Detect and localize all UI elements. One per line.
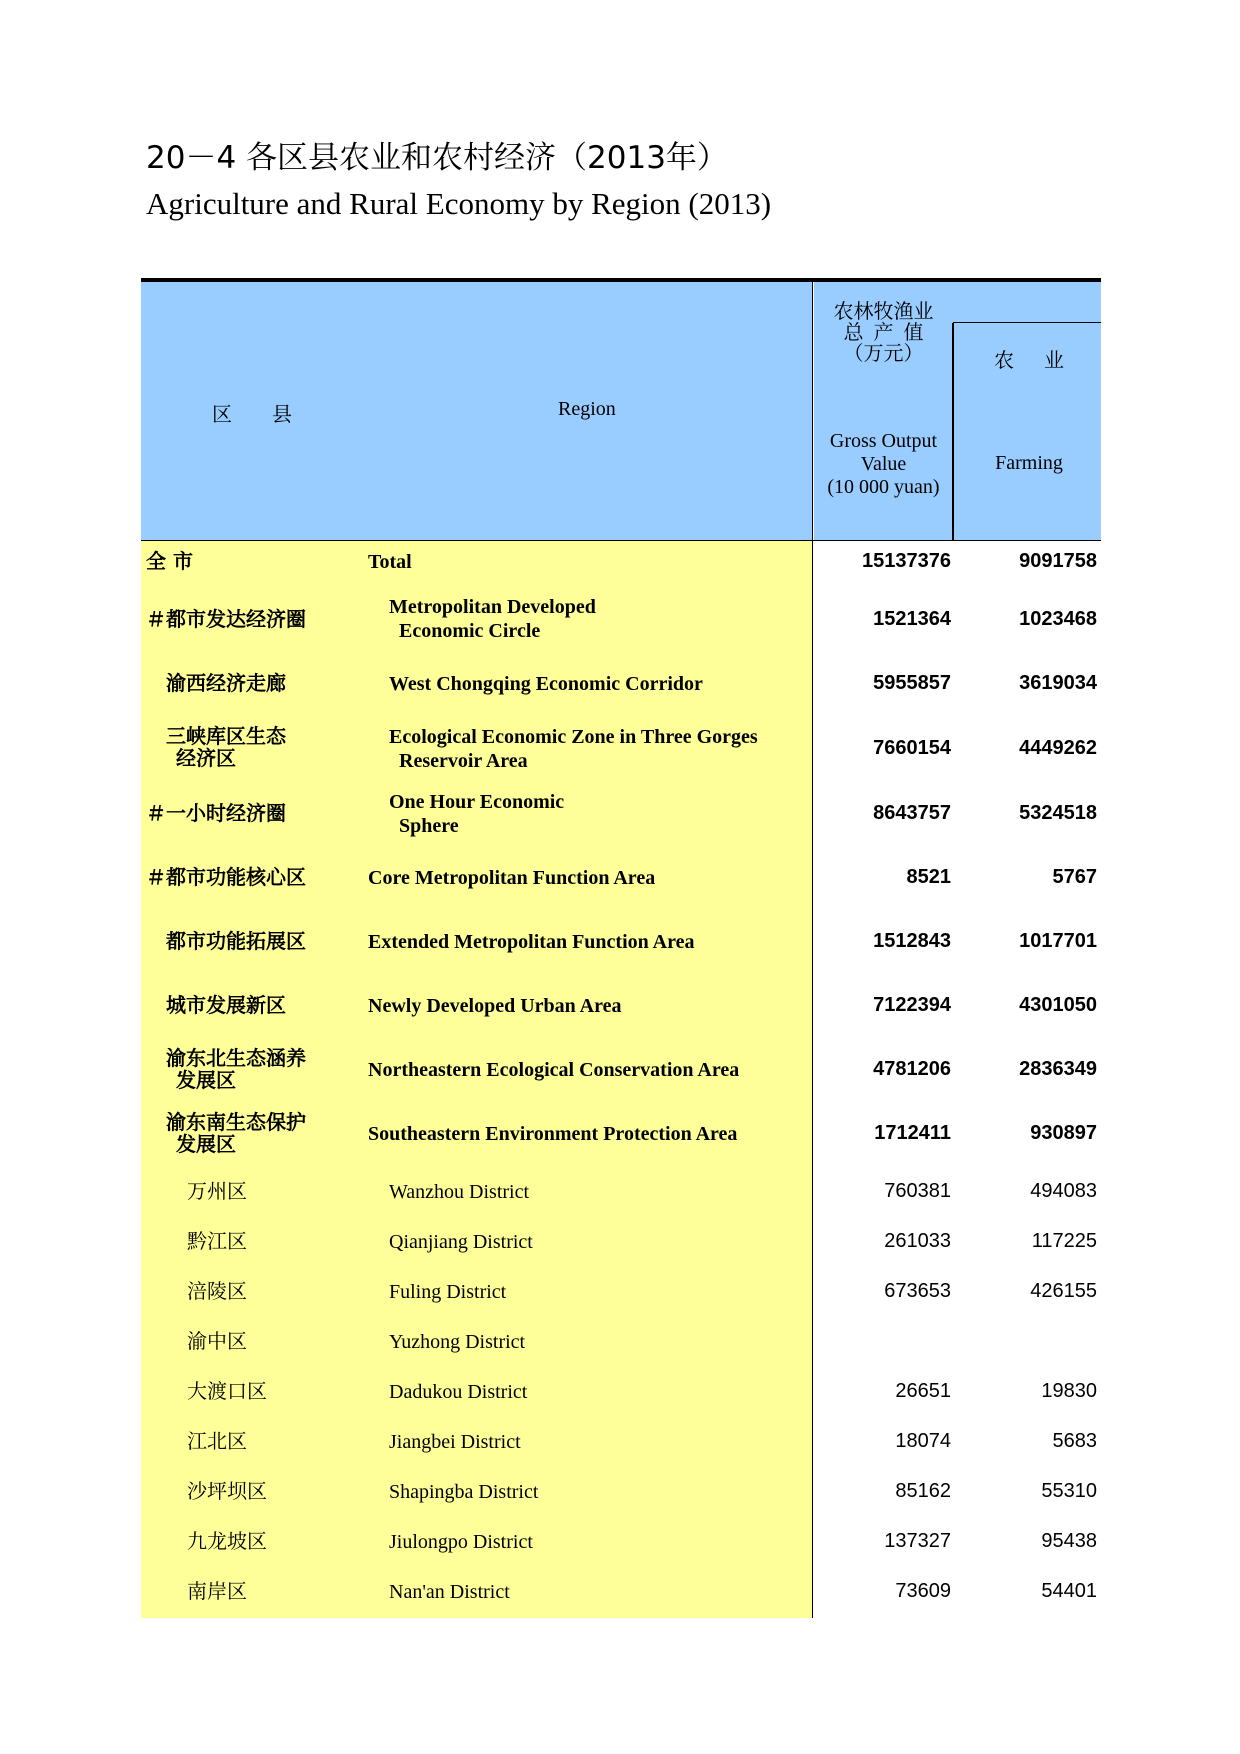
row-zh-line1: 三峡库区生态: [166, 724, 286, 748]
row-en: Dadukou District: [389, 1381, 528, 1403]
row-zh: 涪陵区: [187, 1279, 247, 1303]
row-farming: 95438: [1041, 1530, 1097, 1552]
row-gross: 1512843: [873, 930, 951, 952]
row-zh: ＃都市功能核心区: [146, 865, 306, 889]
row-en: Southeastern Environment Protection Area: [368, 1123, 738, 1145]
row-zh: 江北区: [187, 1429, 247, 1453]
row-farming: 5767: [1052, 866, 1097, 888]
row-en: Jiangbei District: [389, 1431, 521, 1453]
row-zh: ＃都市发达经济圈: [146, 607, 306, 631]
row-en: Core Metropolitan Function Area: [368, 867, 656, 889]
header-gross-output-en-line2: Value: [860, 453, 907, 475]
row-en: Extended Metropolitan Function Area: [368, 931, 695, 953]
row-farming: 117225: [1031, 1230, 1097, 1252]
row-en: Newly Developed Urban Area: [368, 995, 622, 1017]
row-farming: 494083: [1030, 1180, 1097, 1202]
row-gross: 1521364: [873, 608, 951, 630]
row-gross: 673653: [884, 1280, 951, 1302]
row-zh-line2: 发展区: [176, 1132, 236, 1156]
row-gross: 1712411: [874, 1122, 951, 1144]
row-zh: 渝中区: [187, 1329, 247, 1353]
row-zh: [166, 1111, 306, 1155]
divider-labels-values: [812, 282, 813, 1618]
row-gross: 7122394: [873, 994, 951, 1016]
row-en-line2: Sphere: [399, 815, 459, 837]
row-gross: 7660154: [873, 737, 951, 759]
header-farming-zh: 农业: [994, 350, 1094, 372]
row-gross: 5955857: [873, 672, 951, 694]
row-farming: 930897: [1030, 1122, 1097, 1144]
header-district-zh: 区县: [212, 404, 332, 426]
row-zh: 沙坪坝区: [187, 1479, 267, 1503]
row-en: Total: [368, 551, 412, 573]
header-gross-output-zh-line1: 农林牧渔业: [833, 301, 934, 323]
row-en: West Chongqing Economic Corridor: [389, 673, 703, 695]
row-farming: 4449262: [1019, 737, 1097, 759]
row-zh: 万州区: [187, 1179, 247, 1203]
page-title-chinese: 20－4 各区县农业和农村经济（2013年）: [146, 140, 728, 176]
row-en: Jiulongpo District: [389, 1531, 533, 1553]
row-zh: 渝西经济走廊: [166, 671, 286, 695]
row-zh: 九龙坡区: [187, 1529, 267, 1553]
row-en: [389, 725, 758, 773]
row-farming: 4301050: [1019, 994, 1097, 1016]
row-zh: 南岸区: [187, 1579, 247, 1603]
row-zh-line1: 渝东北生态涵养: [166, 1046, 306, 1070]
header-subrule: [953, 322, 1101, 323]
row-farming: 426155: [1030, 1280, 1097, 1302]
row-en-line2: Reservoir Area: [399, 750, 528, 772]
page-title-english: Agriculture and Rural Economy by Region (2013): [146, 186, 772, 221]
row-en-line2: Economic Circle: [399, 620, 541, 642]
row-zh-line2: 经济区: [176, 746, 236, 770]
row-gross: 8643757: [873, 802, 951, 824]
row-en: Nan'an District: [389, 1581, 510, 1603]
row-en: Yuzhong District: [389, 1331, 526, 1353]
row-farming: 19830: [1041, 1380, 1097, 1402]
row-en: Wanzhou District: [389, 1181, 530, 1203]
row-farming: 9091758: [1019, 550, 1097, 572]
row-gross: 85162: [895, 1480, 951, 1502]
row-gross: 18074: [895, 1430, 951, 1452]
row-en-line1: Metropolitan Developed: [389, 596, 596, 618]
row-zh: ＃一小时经济圈: [146, 801, 286, 825]
header-gross-output-zh-line2: 总 产 值: [843, 322, 924, 344]
row-gross: 8521: [906, 866, 951, 888]
header-region-en: Region: [558, 398, 616, 420]
row-zh-line2: 发展区: [176, 1068, 236, 1092]
row-gross: 15137376: [862, 550, 951, 572]
row-zh: 都市功能拓展区: [166, 929, 306, 953]
row-farming: 5324518: [1019, 802, 1097, 824]
row-farming: 5683: [1052, 1430, 1097, 1452]
row-zh: 城市发展新区: [166, 993, 286, 1017]
row-gross: 137327: [884, 1530, 951, 1552]
row-gross: 73609: [895, 1580, 951, 1602]
row-farming: 2836349: [1019, 1058, 1097, 1080]
row-en: [389, 595, 596, 643]
row-gross: 4781206: [873, 1058, 951, 1080]
row-en: Northeastern Ecological Conservation Area: [368, 1059, 740, 1081]
row-zh: 黔江区: [187, 1229, 247, 1253]
row-zh: [166, 725, 286, 769]
row-farming: 55310: [1041, 1480, 1097, 1502]
row-en: Fuling District: [389, 1281, 507, 1303]
row-en: Shapingba District: [389, 1481, 539, 1503]
row-gross: 261033: [884, 1230, 951, 1252]
header-farming-en: Farming: [995, 452, 1063, 474]
row-zh: 全 市: [146, 549, 193, 573]
row-en: Qianjiang District: [389, 1231, 533, 1253]
row-farming: 1023468: [1019, 608, 1097, 630]
header-gross-output-en-line1: Gross Output: [829, 430, 938, 452]
row-en-line1: Ecological Economic Zone in Three Gorges: [389, 726, 758, 748]
row-gross: 26651: [895, 1380, 951, 1402]
header-bottom-rule: [141, 540, 1101, 541]
header-gross-output-zh: [815, 302, 952, 365]
header-gross-output-en: [815, 430, 952, 499]
row-zh: [166, 1047, 306, 1091]
header-gross-output-en-line3: (10 000 yuan): [827, 476, 940, 498]
row-zh: 大渡口区: [187, 1379, 267, 1403]
divider-header-columns: [952, 323, 954, 541]
row-farming: 1017701: [1019, 930, 1097, 952]
row-zh-line1: 渝东南生态保护: [166, 1110, 306, 1134]
row-en-line1: One Hour Economic: [389, 791, 565, 813]
row-gross: 760381: [884, 1180, 951, 1202]
row-en: [389, 790, 564, 838]
row-farming: 54401: [1041, 1580, 1097, 1602]
row-farming: 3619034: [1019, 672, 1097, 694]
header-gross-output-zh-line3: （万元）: [843, 343, 924, 365]
